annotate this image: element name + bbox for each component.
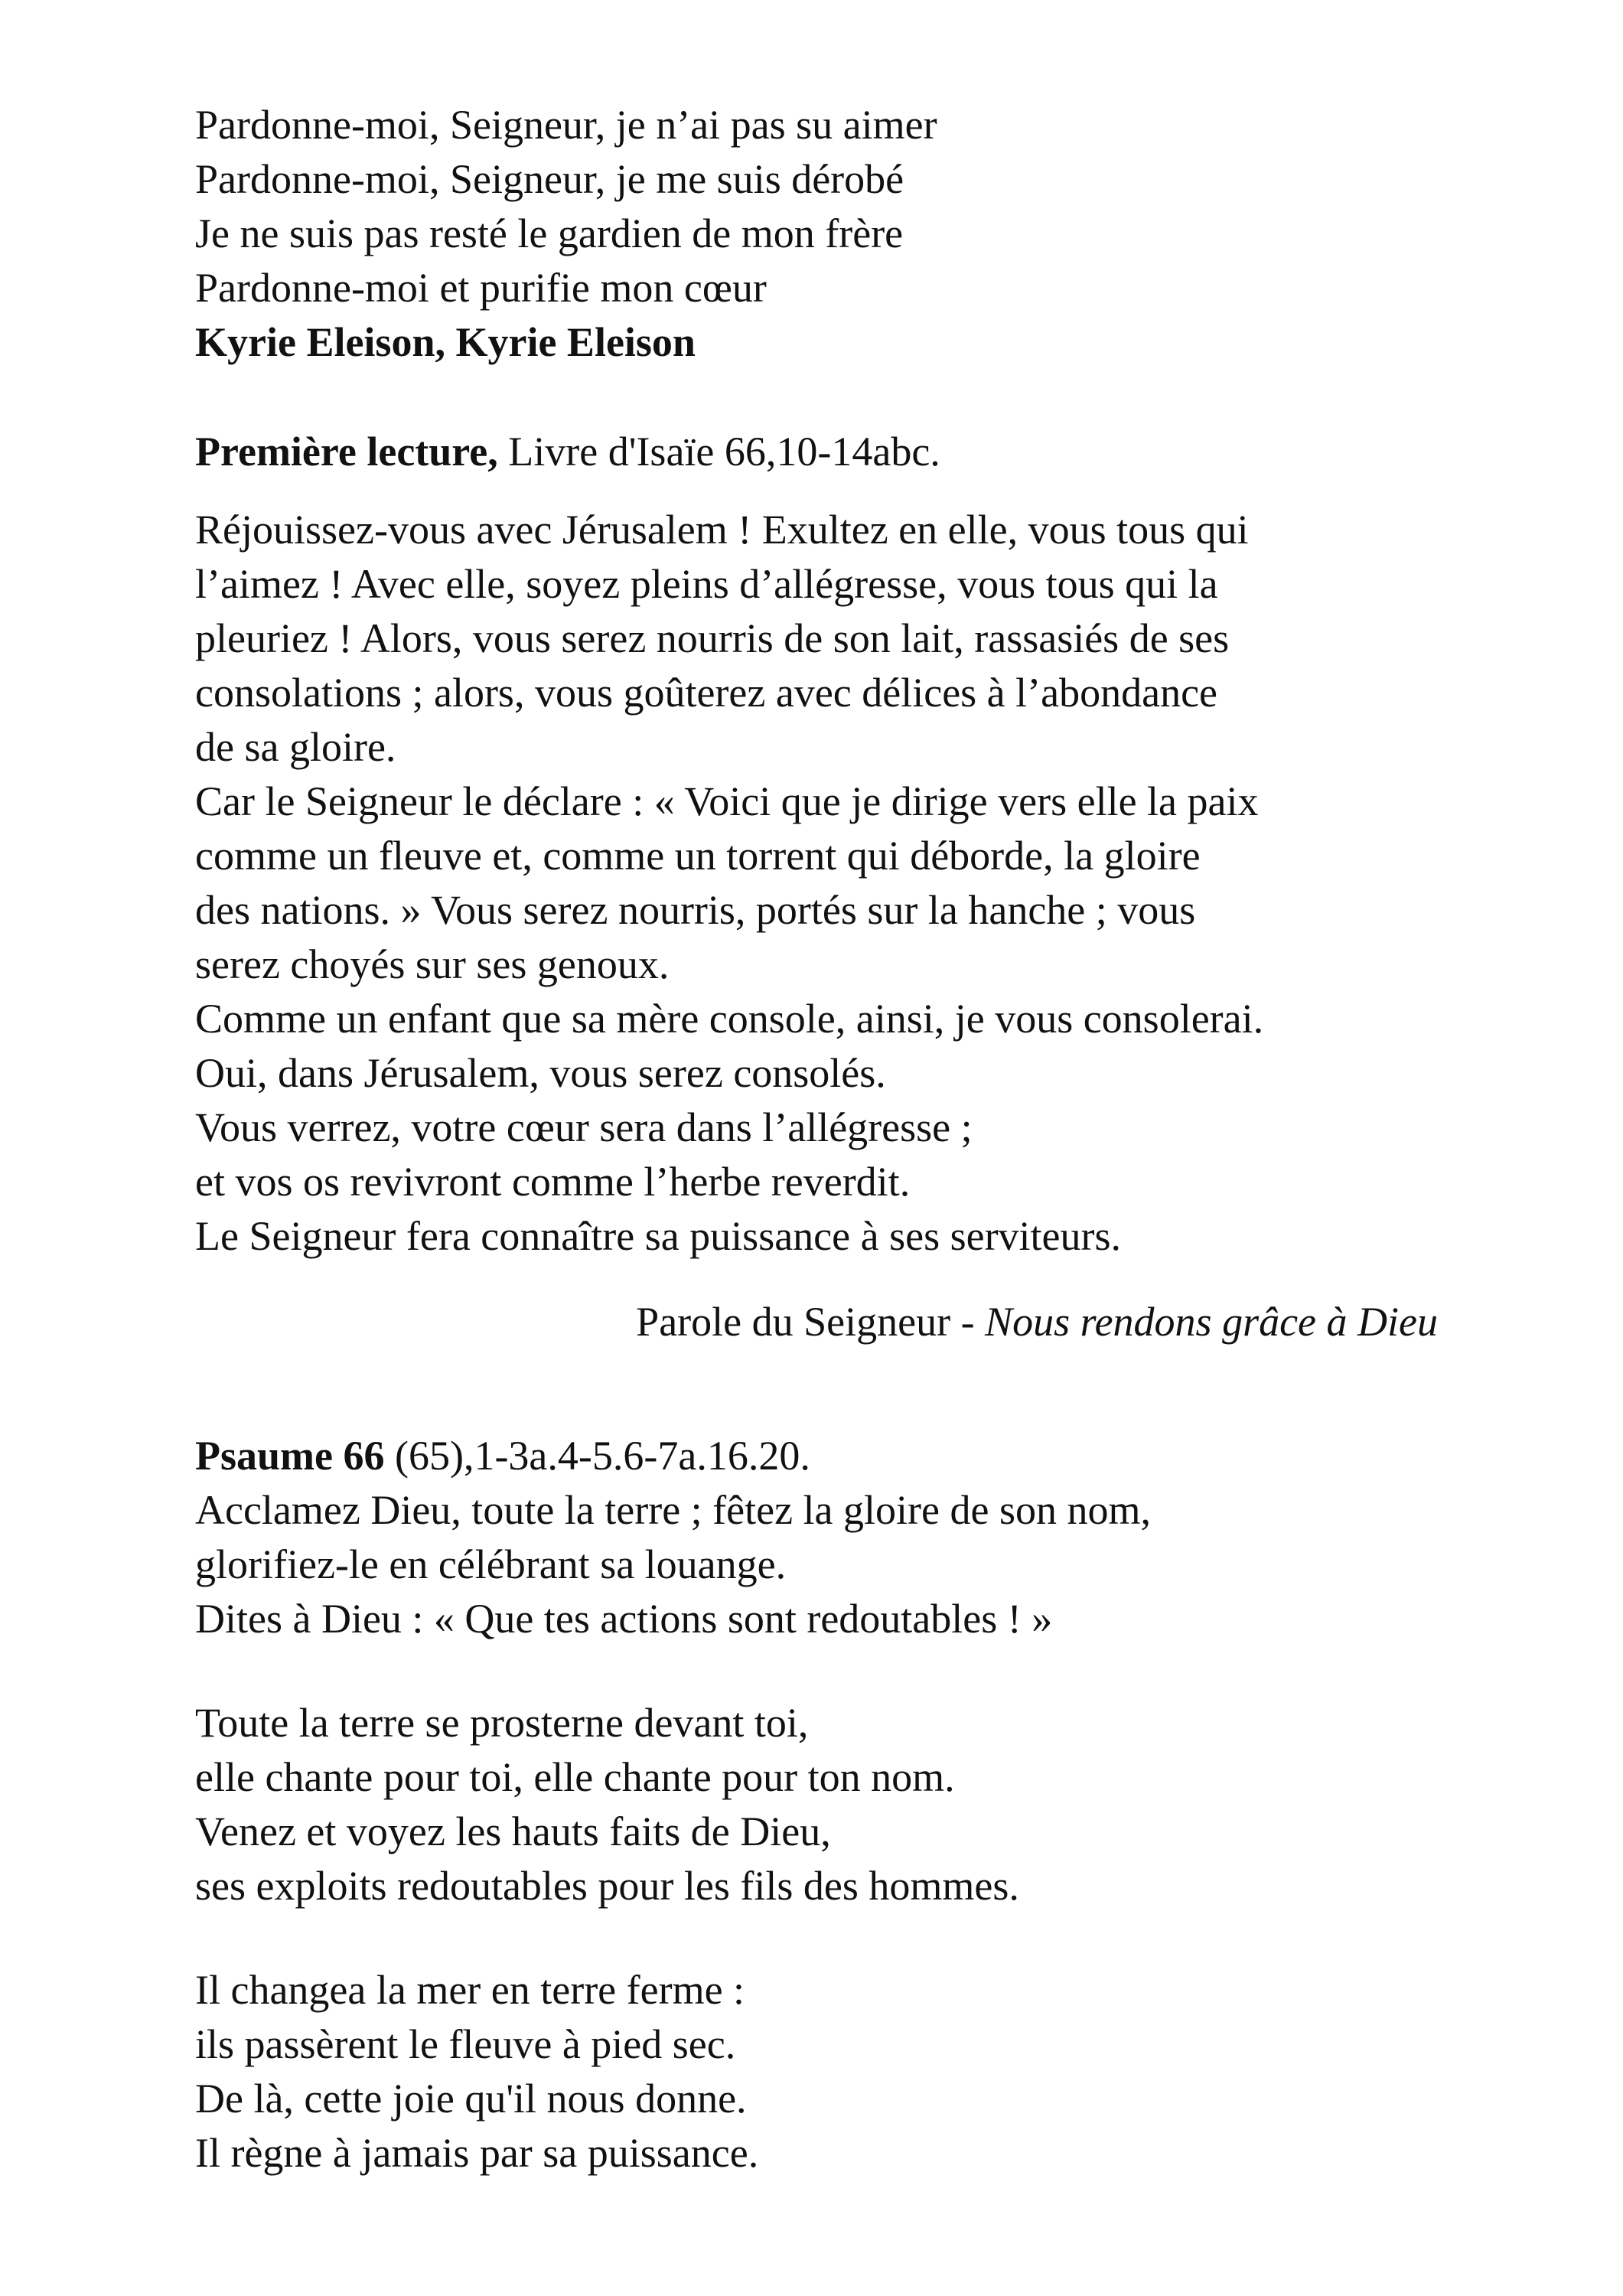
reading-line: serez choyés sur ses genoux. bbox=[195, 941, 670, 987]
reading-line: Car le Seigneur le déclare : « Voici que je dirige vers elle la paix bbox=[195, 778, 1259, 824]
psalm-line: Il changea la mer en terre ferme : bbox=[195, 1967, 745, 2013]
first-reading-heading bbox=[195, 425, 1496, 479]
first-reading-text bbox=[195, 503, 1496, 1264]
reading-acclamation bbox=[636, 1295, 1438, 1349]
first-reading-reference: Livre d'Isaïe 66,10-14abc. bbox=[508, 429, 940, 475]
kyrie-line: Pardonne-moi, Seigneur, je me suis dérobé bbox=[195, 156, 904, 202]
psalm-line: De là, cette joie qu'il nous donne. bbox=[195, 2076, 747, 2122]
psalm-reference: (65),1-3a.4-5.6-7a.16.20. bbox=[394, 1433, 810, 1479]
psalm-line: ils passèrent le fleuve à pied sec. bbox=[195, 2021, 736, 2067]
psalm-line: Toute la terre se prosterne devant toi, bbox=[195, 1700, 809, 1746]
reading-line: l’aimez ! Avec elle, soyez pleins d’allégresse, vous tous qui la bbox=[195, 561, 1218, 607]
reading-line: comme un fleuve et, comme un torrent qui déborde, la gloire bbox=[195, 833, 1201, 879]
kyrie-prayer bbox=[195, 98, 1496, 370]
reading-line: consolations ; alors, vous goûterez avec délices à l’abondance bbox=[195, 670, 1217, 716]
kyrie-line: Pardonne-moi et purifie mon cœur bbox=[195, 265, 767, 311]
kyrie-line: Je ne suis pas resté le gardien de mon frère bbox=[195, 210, 904, 256]
psalm-line: glorifiez-le en célébrant sa louange. bbox=[195, 1541, 787, 1587]
reading-line: de sa gloire. bbox=[195, 724, 396, 770]
psalm-line: Acclamez Dieu, toute la terre ; fêtez la gloire de son nom, bbox=[195, 1487, 1151, 1533]
psalm-label: Psaume 66 bbox=[195, 1433, 385, 1479]
kyrie-refrain: Kyrie Eleison, Kyrie Eleison bbox=[195, 319, 696, 365]
psalm-stanza bbox=[195, 1483, 1496, 1646]
psalm-line: Dites à Dieu : « Que tes actions sont redoutables ! » bbox=[195, 1596, 1053, 1642]
reading-line: Oui, dans Jérusalem, vous serez consolés. bbox=[195, 1050, 886, 1096]
psalm-line: Il règne à jamais par sa puissance. bbox=[195, 2130, 759, 2176]
psalm-stanza bbox=[195, 1963, 1496, 2180]
reading-line: Le Seigneur fera connaître sa puissance à ses serviteurs. bbox=[195, 1213, 1122, 1259]
reading-line: Réjouissez-vous avec Jérusalem ! Exultez en elle, vous tous qui bbox=[195, 507, 1249, 553]
psalm-heading bbox=[195, 1429, 1496, 1483]
psalm-stanza bbox=[195, 1696, 1496, 1913]
psalm-line: elle chante pour toi, elle chante pour ton nom. bbox=[195, 1754, 955, 1800]
reading-response: Nous rendons grâce à Dieu bbox=[985, 1299, 1438, 1345]
reading-line: des nations. » Vous serez nourris, portés sur la hanche ; vous bbox=[195, 887, 1196, 933]
reading-line: Vous verrez, votre cœur sera dans l’allégresse ; bbox=[195, 1104, 973, 1150]
kyrie-line: Pardonne-moi, Seigneur, je n’ai pas su aimer bbox=[195, 102, 937, 148]
psalm-line: Venez et voyez les hauts faits de Dieu, bbox=[195, 1808, 831, 1854]
first-reading-label: Première lecture, bbox=[195, 429, 498, 475]
psalm-line: ses exploits redoutables pour les fils des hommes. bbox=[195, 1863, 1019, 1909]
reading-line: et vos os revivront comme l’herbe reverdit. bbox=[195, 1159, 911, 1205]
reading-line: Comme un enfant que sa mère console, ainsi, je vous consolerai. bbox=[195, 996, 1264, 1042]
reading-line: pleuriez ! Alors, vous serez nourris de son lait, rassasiés de ses bbox=[195, 615, 1230, 661]
reading-closing: Parole du Seigneur - bbox=[636, 1299, 975, 1345]
